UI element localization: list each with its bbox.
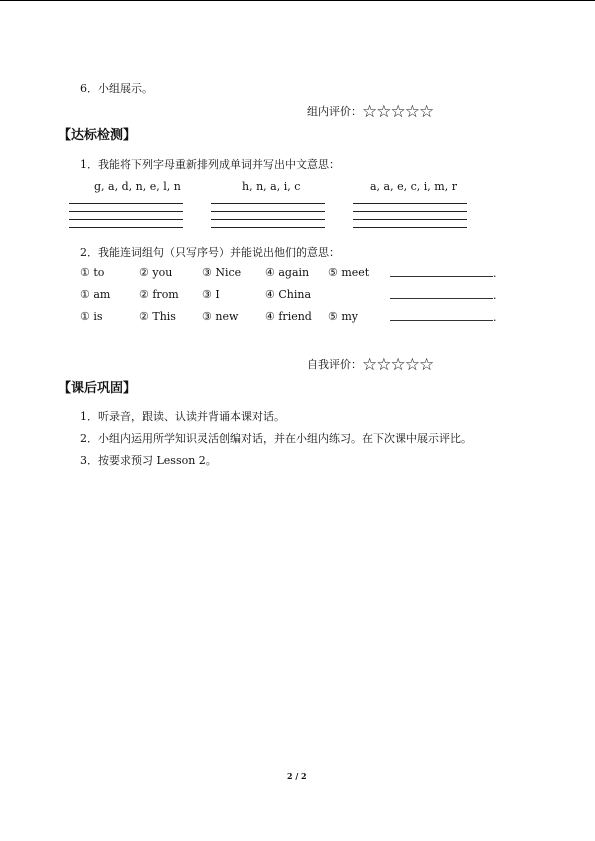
answer-line[interactable] bbox=[211, 227, 325, 228]
word-option: ① to bbox=[80, 266, 105, 279]
answer-line[interactable] bbox=[211, 211, 325, 212]
page-number: 2 / 2 bbox=[287, 771, 307, 781]
question-2-prompt: 2．我能连词组句（只写序号）并能说出他们的意思： bbox=[80, 246, 340, 259]
answer-line[interactable] bbox=[69, 203, 183, 204]
group-eval-label: 组内评价： bbox=[307, 105, 362, 118]
word-option: ⑤ my bbox=[328, 310, 359, 323]
word-option: ④ again bbox=[265, 266, 310, 279]
word-option: ② from bbox=[139, 288, 179, 301]
word-option: ④ friend bbox=[265, 310, 312, 323]
homework-item-2: 2．小组内运用所学知识灵活创编对话，并在小组内练习。在下次课中展示评比。 bbox=[80, 432, 472, 445]
letter-group-2: h, n, a, i, c bbox=[242, 180, 301, 193]
answer-blank[interactable]: . bbox=[390, 288, 497, 302]
answer-line[interactable] bbox=[353, 203, 467, 204]
word-option: ③ Nice bbox=[202, 266, 242, 279]
question-1-prompt: 1．我能将下列字母重新排列成单词并写出中文意思： bbox=[80, 158, 340, 171]
word-option: ② you bbox=[139, 266, 173, 279]
self-evaluation bbox=[307, 353, 433, 373]
section-title-assessment: 【达标检测】 bbox=[58, 128, 137, 143]
answer-line[interactable] bbox=[353, 211, 467, 212]
answer-line[interactable] bbox=[69, 211, 183, 212]
answer-line[interactable] bbox=[211, 203, 325, 204]
answer-line[interactable] bbox=[69, 219, 183, 220]
word-option: ③ I bbox=[202, 288, 220, 301]
answer-line[interactable] bbox=[353, 219, 467, 220]
self-eval-label: 自我评价： bbox=[307, 358, 362, 371]
homework-item-3: 3．按要求预习 Lesson 2。 bbox=[80, 454, 217, 467]
answer-line[interactable] bbox=[211, 219, 325, 220]
answer-blank[interactable]: . bbox=[390, 310, 497, 324]
word-option: ⑤ meet bbox=[328, 266, 370, 279]
word-option: ② This bbox=[139, 310, 176, 323]
homework-item-1: 1．听录音，跟读、认读并背诵本课对话。 bbox=[80, 410, 285, 423]
word-option: ④ China bbox=[265, 288, 312, 301]
answer-line[interactable] bbox=[69, 227, 183, 228]
word-option: ① am bbox=[80, 288, 111, 301]
item-6-text: 6．小组展示。 bbox=[80, 82, 153, 95]
answer-blank[interactable]: . bbox=[390, 266, 497, 280]
word-option: ① is bbox=[80, 310, 103, 323]
star-rating-icon[interactable]: ☆☆☆☆☆ bbox=[362, 102, 434, 122]
letter-group-1: g, a, d, n, e, l, n bbox=[94, 180, 181, 193]
answer-line[interactable] bbox=[353, 227, 467, 228]
group-evaluation bbox=[307, 100, 433, 120]
word-option: ③ new bbox=[202, 310, 239, 323]
letter-group-3: a, a, e, c, i, m, r bbox=[370, 180, 457, 193]
star-rating-icon[interactable]: ☆☆☆☆☆ bbox=[362, 355, 434, 375]
top-border-rule bbox=[0, 0, 595, 1]
section-title-homework: 【课后巩固】 bbox=[58, 381, 137, 396]
